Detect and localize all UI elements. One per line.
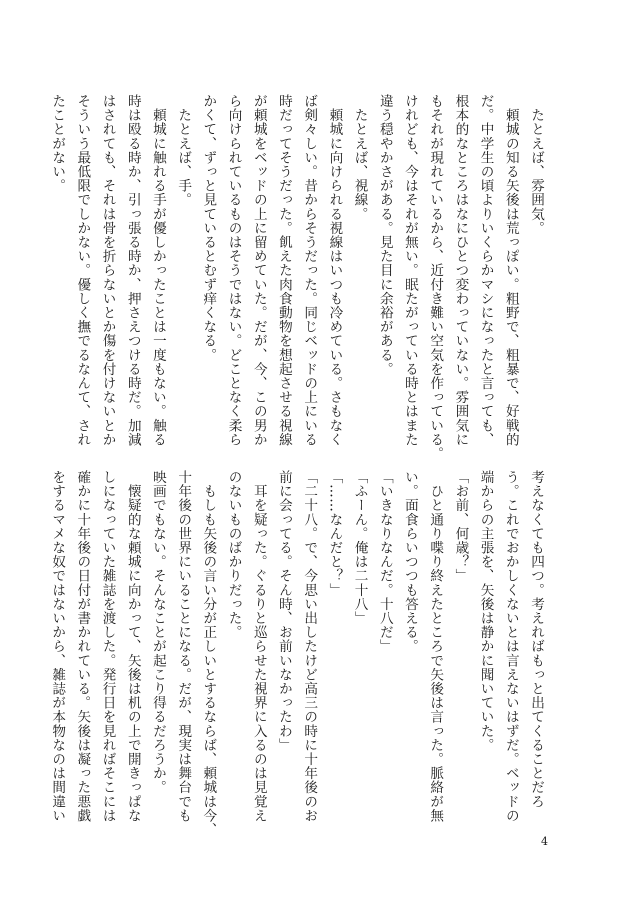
text-line: もしも矢後の言い分が正しいとするならば、頼城は今、 bbox=[200, 470, 217, 837]
text-line: をするマメな奴ではないから、雑誌が本物なのは間違い bbox=[49, 470, 66, 823]
text-line: 「二十八。で、今思い出したけど高三の時に十年後のお bbox=[301, 470, 318, 823]
text-line: 耳を疑った。ぐるりと巡らせた視界に入るのは見覚え bbox=[250, 470, 267, 823]
text-line: 違う穏やかさがある。見た目に余裕がある。 bbox=[376, 94, 393, 376]
text-line: だ。中学生の頃よりいくらかマシになったと言っても、 bbox=[477, 94, 494, 447]
text-line: 頼城に触れる手が優しかったことは一度もない。触る bbox=[149, 94, 166, 447]
text-line: 「いきなりなんだ。十八だ」 bbox=[376, 470, 393, 654]
text-line: はされても、それは骨を折らないとか傷を付けないとか bbox=[99, 94, 116, 447]
text-line: 根本的なところはなにひとつ変わっていない。雰囲気に bbox=[452, 94, 469, 447]
text-line: ひと通り喋り終えたところで矢後は言った。脈絡が無 bbox=[427, 470, 444, 823]
text-block-top bbox=[44, 94, 548, 461]
text-line: たことがない。 bbox=[49, 94, 66, 193]
text-line: 「お前、何歳？」 bbox=[452, 470, 469, 583]
text-line: ら向けられているものはそうではない。どことなく柔ら bbox=[225, 94, 242, 447]
text-line: 「ふーん。俺は二十八」 bbox=[351, 470, 368, 626]
text-line: 「……なんだと？」 bbox=[326, 470, 343, 597]
text-line: たとえば、手。 bbox=[175, 94, 192, 207]
text-line: 時だってそうだった。飢えた肉食動物を想起させる視線 bbox=[275, 94, 292, 447]
page-number: 4 bbox=[541, 835, 548, 848]
text-line: もそれが現れているから、近付き難い空気を作っている。 bbox=[427, 94, 444, 461]
text-line: 前に会ってる。そん時、お前いなかったわ」 bbox=[275, 470, 292, 752]
text-line: 十年後の世界にいることになる。だが、現実は舞台でも bbox=[175, 470, 192, 823]
text-line: 端からの主張を、矢後は静かに聞いていた。 bbox=[477, 470, 494, 752]
text-line: が頼城をベッドの上に留めていた。だが、今、この男か bbox=[250, 94, 267, 447]
text-line: 映画でもない。そんなことが起こり得るだろうか。 bbox=[149, 470, 166, 795]
text-line: しになっていた雑誌を渡した。発行日を見ればそこには bbox=[99, 470, 116, 823]
text-line: ば剣々しい。昔からそうだった。同じベッドの上にいる bbox=[301, 94, 318, 447]
text-line: たとえば、雰囲気。 bbox=[528, 94, 544, 235]
text-line: 確かに十年後の日付が書かれている。矢後は凝った悪戯 bbox=[74, 470, 91, 823]
text-block-bottom bbox=[44, 470, 548, 837]
text-line: 懐疑的な頼城に向かって、矢後は机の上で開きっぱな bbox=[124, 470, 141, 823]
text-line: 頼城に向けられる視線はいつも冷めている。さもなく bbox=[326, 94, 343, 447]
text-line: う。これでおかしくないとは言えないはずだ。ベッドの bbox=[502, 470, 519, 823]
text-line: い。面食らいつつも答える。 bbox=[401, 470, 418, 654]
text-line: そういう最低限でしかない。優しく撫でるなんて、され bbox=[74, 94, 91, 447]
text-line: 時は殴る時か、引っ張る時か、押さえつける時だ。加減 bbox=[124, 94, 141, 447]
text-line: けれども、今はそれが無い。眠たがっている時とはまた bbox=[401, 94, 418, 447]
text-line: かくて、ずっと見ているとむず痒くなる。 bbox=[200, 94, 217, 362]
text-line: 考えなくても四つ。考えればもっと出てくることだろ bbox=[528, 470, 544, 809]
text-line: 頼城の知る矢後は荒っぽい。粗野で、粗暴で、好戦的 bbox=[502, 94, 519, 447]
text-line: のないものばかりだった。 bbox=[225, 470, 242, 640]
text-line: たとえば、視線。 bbox=[351, 94, 368, 221]
